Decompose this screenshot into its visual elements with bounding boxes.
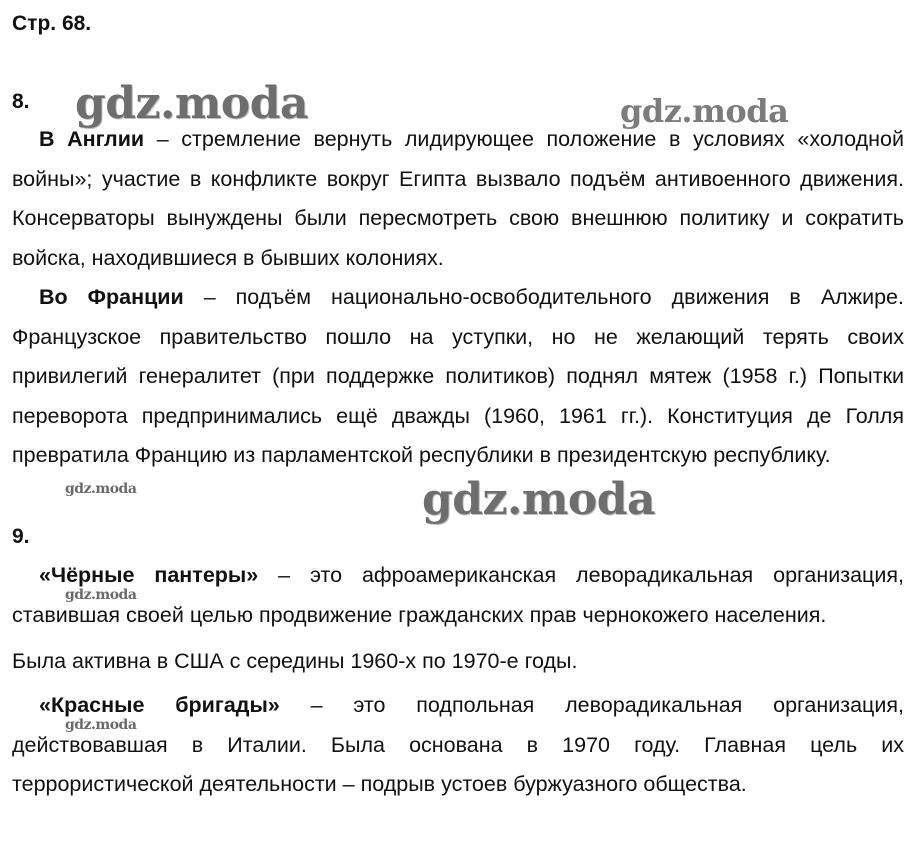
watermark-logo: gdz.moda	[75, 78, 309, 129]
task-number-9: 9.	[12, 525, 30, 548]
watermark-logo: gdz.moda	[65, 717, 137, 733]
task8-england-heading: В Англии	[39, 127, 145, 151]
task-number-8: 8.	[12, 90, 30, 113]
page-number-header: Стр. 68.	[12, 12, 92, 35]
task9-paragraph-activity	[12, 642, 904, 682]
task9-activity-text: Была активна в США с середины 1960-х по 1970-е годы.	[12, 649, 578, 673]
task9-black-panthers-text: – это афроамериканская леворадикальная организация, ставившая своей целью продвижение гражданских прав чернокожего населения.	[12, 563, 904, 627]
task9-red-brigades-heading: «Красные бригады»	[39, 693, 280, 717]
watermark-logo: gdz.moda	[422, 474, 656, 525]
task8-paragraph-france	[12, 278, 904, 476]
watermark-logo: gdz.moda	[620, 92, 789, 130]
task8-france-text: – подъём национально-освободительного движения в Алжире. Французское правительство пошло на уступки, но не желающий терять своих привилегий генералитет (при поддержке политиков) поднял мятеж (1958 г.) Попытки переворота предпринимались ещё дважды (1960, 1961 гг.). Конституция де Голля превратила Францию из парламентской республики в президентскую республику.	[12, 285, 904, 467]
task8-paragraph-england	[12, 120, 904, 278]
task9-red-brigades-text: – это подпольная леворадикальная организация, действовавшая в Италии. Была основана в 1970 году. Главная цель их террористической деятельности – подрыв устоев буржуазного общества.	[12, 693, 905, 796]
task8-england-text: – стремление вернуть лидирующее положение в условиях «холодной войны»; участие в конфликте вокруг Египта вызвало подъём антивоенного движения. Консерваторы вынуждены были пересмотреть свою внешнюю политику и сократить войска, находившиеся в бывших колониях.	[12, 127, 904, 270]
task9-paragraph-black-panthers	[12, 556, 904, 635]
task9-black-panthers-heading: «Чёрные пантеры»	[39, 563, 259, 587]
task8-france-heading: Во Франции	[39, 285, 184, 309]
watermark-logo: gdz.moda	[65, 587, 137, 603]
task9-paragraph-red-brigades	[12, 686, 904, 805]
watermark-logo: gdz.moda	[65, 481, 137, 497]
